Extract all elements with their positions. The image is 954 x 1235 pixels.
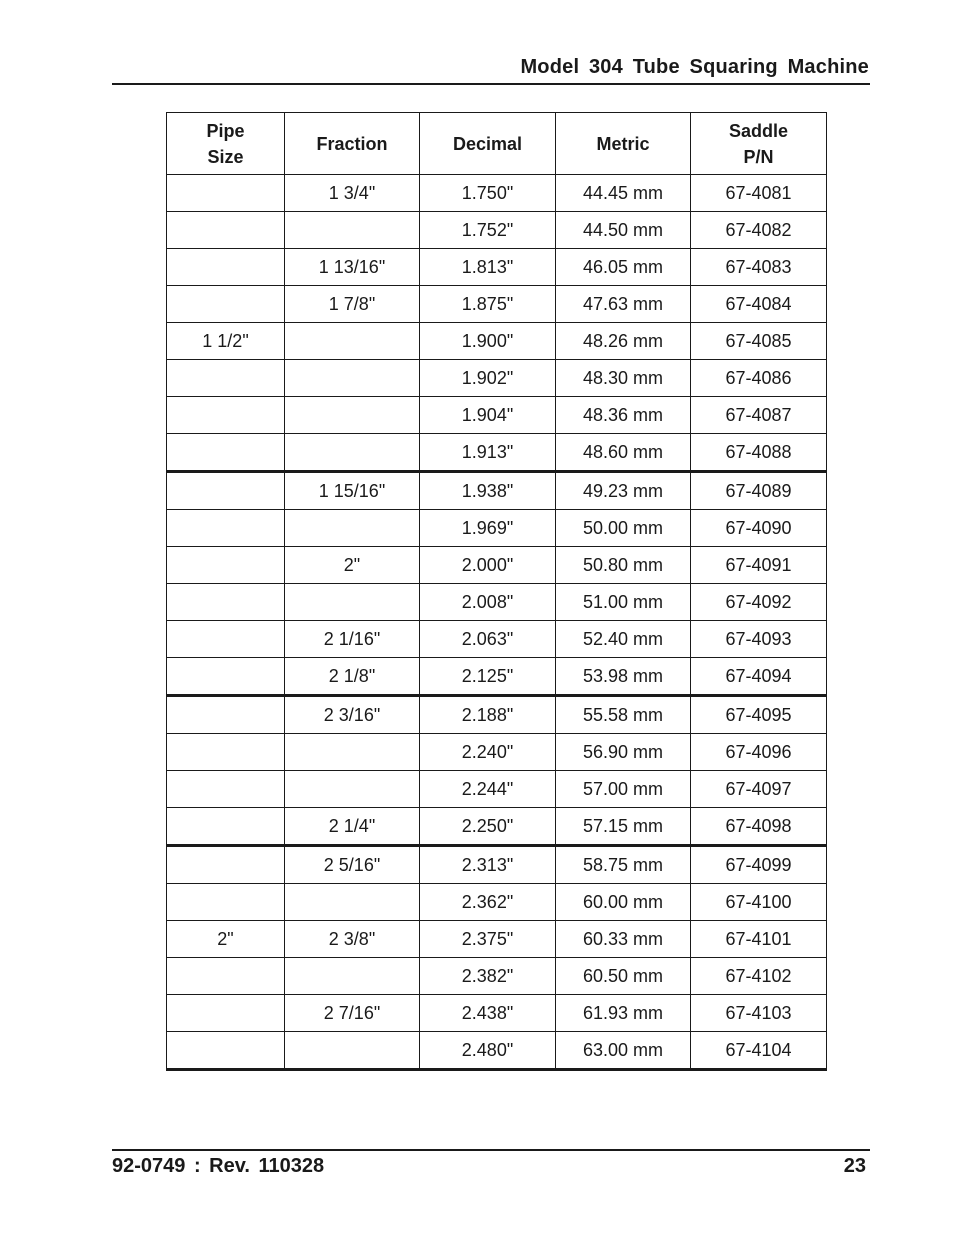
cell-decimal: 1.969" [420, 510, 556, 547]
cell-saddle-pn: 67-4087 [691, 397, 827, 434]
cell-saddle-pn: 67-4090 [691, 510, 827, 547]
page-number: 23 [843, 1155, 866, 1177]
table-row [167, 958, 827, 995]
cell-decimal: 2.313" [420, 846, 556, 884]
cell-fraction: 1 13/16" [285, 249, 420, 286]
cell-decimal: 2.362" [420, 884, 556, 921]
column-header-decimal: Decimal [420, 113, 556, 175]
table-row [167, 921, 827, 958]
cell-pipe-size [167, 212, 285, 249]
cell-decimal: 2.000" [420, 547, 556, 584]
cell-fraction [285, 510, 420, 547]
table-body [167, 175, 827, 1070]
page-header-title: Model 304 Tube Squaring Machine [520, 56, 869, 78]
cell-decimal: 2.438" [420, 995, 556, 1032]
cell-saddle-pn: 67-4100 [691, 884, 827, 921]
cell-pipe-size [167, 584, 285, 621]
cell-pipe-size [167, 884, 285, 921]
cell-pipe-size [167, 771, 285, 808]
cell-fraction [285, 584, 420, 621]
cell-pipe-size [167, 249, 285, 286]
saddle-parts-table [166, 112, 827, 1071]
cell-fraction [285, 212, 420, 249]
cell-saddle-pn: 67-4084 [691, 286, 827, 323]
cell-metric: 58.75 mm [556, 846, 691, 884]
cell-pipe-size [167, 286, 285, 323]
cell-metric: 47.63 mm [556, 286, 691, 323]
table-row [167, 1032, 827, 1070]
cell-pipe-size [167, 472, 285, 510]
cell-saddle-pn: 67-4089 [691, 472, 827, 510]
cell-metric: 48.30 mm [556, 360, 691, 397]
cell-fraction [285, 884, 420, 921]
cell-fraction [285, 958, 420, 995]
cell-metric: 50.80 mm [556, 547, 691, 584]
cell-pipe-size [167, 175, 285, 212]
footer-rule [112, 1149, 870, 1151]
cell-fraction [285, 771, 420, 808]
table-row [167, 286, 827, 323]
document-revision: 92-0749 : Rev. 110328 [112, 1155, 325, 1177]
cell-pipe-size [167, 846, 285, 884]
cell-decimal: 1.904" [420, 397, 556, 434]
table-row [167, 808, 827, 846]
cell-saddle-pn: 67-4102 [691, 958, 827, 995]
cell-saddle-pn: 67-4085 [691, 323, 827, 360]
cell-saddle-pn: 67-4097 [691, 771, 827, 808]
cell-saddle-pn: 67-4082 [691, 212, 827, 249]
table-row [167, 510, 827, 547]
cell-fraction: 2 1/16" [285, 621, 420, 658]
cell-pipe-size [167, 547, 285, 584]
cell-metric: 56.90 mm [556, 734, 691, 771]
cell-fraction: 1 15/16" [285, 472, 420, 510]
cell-metric: 57.00 mm [556, 771, 691, 808]
cell-metric: 60.33 mm [556, 921, 691, 958]
cell-saddle-pn: 67-4099 [691, 846, 827, 884]
cell-decimal: 2.250" [420, 808, 556, 846]
cell-fraction: 2 1/8" [285, 658, 420, 696]
cell-metric: 53.98 mm [556, 658, 691, 696]
cell-decimal: 2.244" [420, 771, 556, 808]
table-row [167, 397, 827, 434]
cell-saddle-pn: 67-4093 [691, 621, 827, 658]
column-header-saddle-pn: Saddle P/N [691, 113, 827, 175]
cell-decimal: 2.188" [420, 696, 556, 734]
cell-metric: 48.36 mm [556, 397, 691, 434]
header-rule [112, 83, 870, 85]
cell-fraction: 1 3/4" [285, 175, 420, 212]
cell-decimal: 1.813" [420, 249, 556, 286]
cell-fraction [285, 1032, 420, 1070]
table-row [167, 472, 827, 510]
cell-pipe-size: 1 1/2" [167, 323, 285, 360]
cell-metric: 48.26 mm [556, 323, 691, 360]
table-row [167, 658, 827, 696]
table-row [167, 584, 827, 621]
cell-pipe-size [167, 658, 285, 696]
cell-saddle-pn: 67-4103 [691, 995, 827, 1032]
cell-pipe-size [167, 1032, 285, 1070]
cell-metric: 44.50 mm [556, 212, 691, 249]
table-header-row [167, 113, 827, 175]
cell-metric: 51.00 mm [556, 584, 691, 621]
cell-saddle-pn: 67-4094 [691, 658, 827, 696]
cell-saddle-pn: 67-4095 [691, 696, 827, 734]
column-header-fraction: Fraction [285, 113, 420, 175]
column-header-metric: Metric [556, 113, 691, 175]
cell-decimal: 2.480" [420, 1032, 556, 1070]
cell-saddle-pn: 67-4086 [691, 360, 827, 397]
cell-pipe-size: 2" [167, 921, 285, 958]
cell-pipe-size [167, 510, 285, 547]
cell-saddle-pn: 67-4098 [691, 808, 827, 846]
cell-decimal: 1.875" [420, 286, 556, 323]
table-row [167, 323, 827, 360]
cell-fraction: 1 7/8" [285, 286, 420, 323]
cell-pipe-size [167, 397, 285, 434]
cell-metric: 60.50 mm [556, 958, 691, 995]
cell-fraction: 2 5/16" [285, 846, 420, 884]
cell-fraction: 2" [285, 547, 420, 584]
table-row [167, 360, 827, 397]
table-row [167, 621, 827, 658]
table-row [167, 995, 827, 1032]
cell-decimal: 2.125" [420, 658, 556, 696]
cell-metric: 46.05 mm [556, 249, 691, 286]
cell-metric: 48.60 mm [556, 434, 691, 472]
cell-decimal: 1.913" [420, 434, 556, 472]
cell-fraction [285, 434, 420, 472]
table-row [167, 884, 827, 921]
cell-pipe-size [167, 434, 285, 472]
cell-fraction: 2 1/4" [285, 808, 420, 846]
cell-fraction [285, 360, 420, 397]
cell-decimal: 2.382" [420, 958, 556, 995]
cell-fraction: 2 7/16" [285, 995, 420, 1032]
table-row [167, 771, 827, 808]
table-row [167, 434, 827, 472]
cell-pipe-size [167, 808, 285, 846]
cell-decimal: 2.240" [420, 734, 556, 771]
cell-fraction [285, 397, 420, 434]
cell-fraction: 2 3/8" [285, 921, 420, 958]
cell-fraction [285, 323, 420, 360]
cell-saddle-pn: 67-4081 [691, 175, 827, 212]
table-row [167, 696, 827, 734]
cell-metric: 55.58 mm [556, 696, 691, 734]
cell-decimal: 1.902" [420, 360, 556, 397]
cell-decimal: 2.008" [420, 584, 556, 621]
cell-decimal: 1.750" [420, 175, 556, 212]
cell-metric: 49.23 mm [556, 472, 691, 510]
cell-pipe-size [167, 696, 285, 734]
table-row [167, 212, 827, 249]
cell-metric: 60.00 mm [556, 884, 691, 921]
cell-saddle-pn: 67-4091 [691, 547, 827, 584]
table-row [167, 249, 827, 286]
cell-saddle-pn: 67-4088 [691, 434, 827, 472]
cell-pipe-size [167, 621, 285, 658]
cell-pipe-size [167, 360, 285, 397]
cell-saddle-pn: 67-4092 [691, 584, 827, 621]
cell-saddle-pn: 67-4096 [691, 734, 827, 771]
column-header-pipe-size: Pipe Size [167, 113, 285, 175]
table-row [167, 175, 827, 212]
cell-decimal: 2.063" [420, 621, 556, 658]
cell-metric: 63.00 mm [556, 1032, 691, 1070]
cell-pipe-size [167, 995, 285, 1032]
cell-metric: 61.93 mm [556, 995, 691, 1032]
cell-metric: 44.45 mm [556, 175, 691, 212]
cell-pipe-size [167, 734, 285, 771]
cell-saddle-pn: 67-4083 [691, 249, 827, 286]
cell-saddle-pn: 67-4101 [691, 921, 827, 958]
table-row [167, 547, 827, 584]
cell-decimal: 1.752" [420, 212, 556, 249]
cell-metric: 57.15 mm [556, 808, 691, 846]
cell-decimal: 1.900" [420, 323, 556, 360]
cell-fraction: 2 3/16" [285, 696, 420, 734]
cell-decimal: 2.375" [420, 921, 556, 958]
cell-saddle-pn: 67-4104 [691, 1032, 827, 1070]
cell-metric: 50.00 mm [556, 510, 691, 547]
cell-decimal: 1.938" [420, 472, 556, 510]
cell-metric: 52.40 mm [556, 621, 691, 658]
cell-fraction [285, 734, 420, 771]
cell-pipe-size [167, 958, 285, 995]
table-row [167, 846, 827, 884]
table-row [167, 734, 827, 771]
